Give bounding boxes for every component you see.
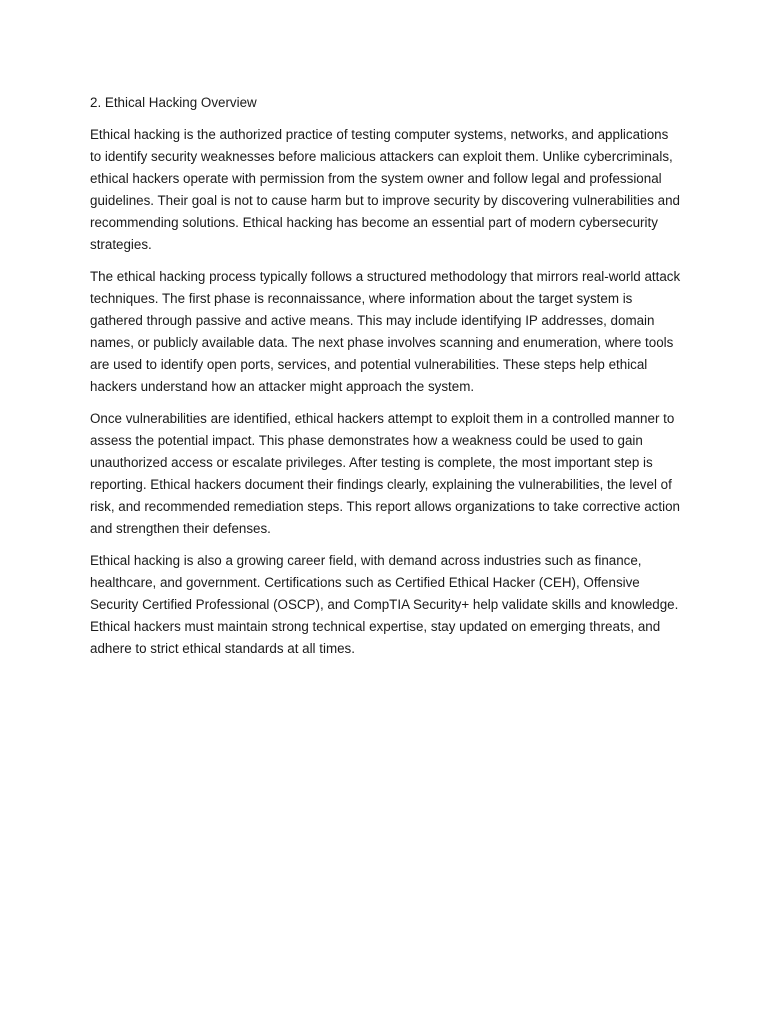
paragraph-4: Ethical hacking is also a growing career field, with demand across industries such as finance, healthcare, and government. Certifications such as Certified Ethical Hacker (CEH), Offensive Security Certified Professional (OSCP), and CompTIA Security+ help validate skills and knowledge. Ethical hackers must maintain strong technical expertise, stay updated on emerging threats, and adhere to strict ethical standards at all times. — [90, 553, 679, 656]
section-heading: 2. Ethical Hacking Overview — [90, 95, 257, 110]
document-body — [90, 92, 682, 670]
paragraph-2: The ethical hacking process typically follows a structured methodology that mirrors real-world attack techniques. The first phase is reconnaissance, where information about the target system is gathered through passive and active means. This may include identifying IP addresses, domain names, or publicly available data. The next phase involves scanning and enumeration, where tools are used to identify open ports, services, and potential vulnerabilities. These steps help ethical hackers understand how an attacker might approach the system. — [90, 269, 681, 394]
paragraph-1: Ethical hacking is the authorized practice of testing computer systems, networks, and applications to identify security weaknesses before malicious attackers can exploit them. Unlike cybercriminals, ethical hackers operate with permission from the system owner and follow legal and professional guidelines. Their goal is not to cause harm but to improve security by discovering vulnerabilities and recommending solutions. Ethical hacking has become an essential part of modern cybersecurity strategies. — [90, 127, 680, 252]
paragraph-3: Once vulnerabilities are identified, ethical hackers attempt to exploit them in a controlled manner to assess the potential impact. This phase demonstrates how a weakness could be used to gain unauthorized access or escalate privileges. After testing is complete, the most important step is reporting. Ethical hackers document their findings clearly, explaining the vulnerabilities, the level of risk, and recommended remediation steps. This report allows organizations to take corrective action and strengthen their defenses. — [90, 411, 680, 536]
